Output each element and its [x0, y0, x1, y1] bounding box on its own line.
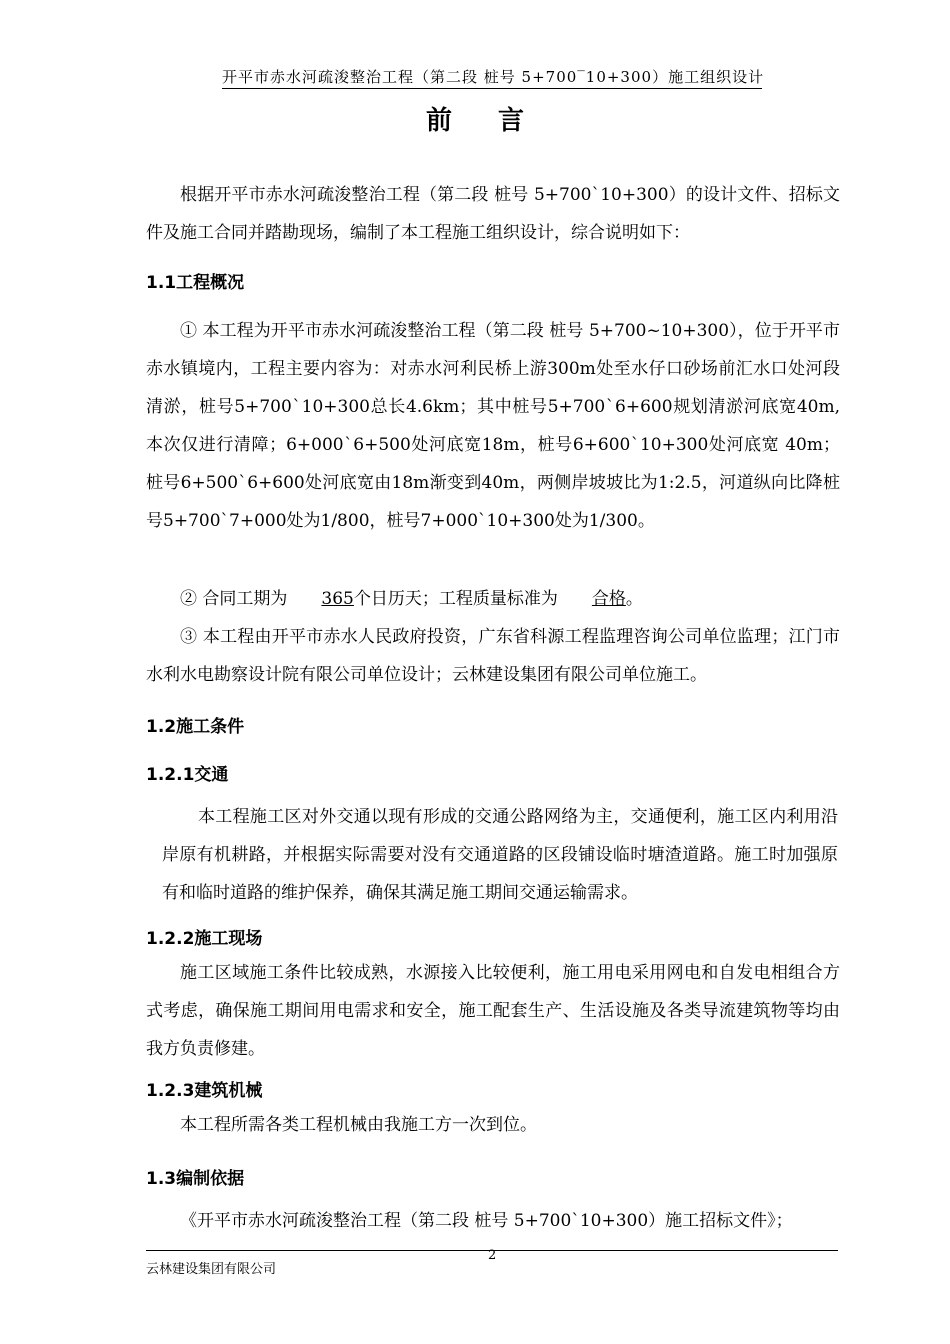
quality-standard-label: 个日历天；工程质量标准为: [353, 589, 558, 609]
intro-paragraph: 根据开平市赤水河疏浚整治工程（第二段 桩号 5+700ˋ10+300）的设计文件、招标文件及施工合同并踏勘现场，编制了本工程施工组织设计，综合说明如下：: [146, 185, 840, 243]
basis-paragraph: 《开平市赤水河疏浚整治工程（第二段 桩号 5+700ˋ10+300）施工招标文件》；: [180, 1211, 793, 1231]
quality-standard-value: 合格: [591, 589, 626, 609]
subsection-heading-machinery: 1.2.3建筑机械: [146, 1081, 263, 1101]
page-number: 2: [488, 1248, 497, 1263]
footer-company: 云林建设集团有限公司: [146, 1262, 277, 1277]
subsection-heading-site: 1.2.2施工现场: [146, 929, 263, 949]
subsection-heading-traffic: 1.2.1交通: [146, 765, 229, 785]
overview-paragraph-3: ③ 本工程由开平市赤水人民政府投资，广东省科源工程监理咨询公司单位监理；江门市水利水电勘察设计院有限公司单位设计；云林建设集团有限公司单位施工。: [146, 627, 840, 685]
overview-paragraph-2: [146, 580, 840, 618]
section-heading-1-2: 1.2施工条件: [146, 717, 245, 737]
contract-days-value: 365: [321, 589, 354, 609]
section-heading-1-3: 1.3编制依据: [146, 1169, 245, 1189]
contract-period-label: ② 合同工期为: [180, 589, 288, 609]
running-header: 开平市赤水河疏浚整治工程（第二段 桩号 5+700‾10+300）施工组织设计: [222, 68, 762, 89]
overview-paragraph-1: ① 本工程为开平市赤水河疏浚整治工程（第二段 桩号 5+700~10+300），位于开平市赤水镇境内，工程主要内容为：对赤水河利民桥上游300m处至水仔口砂场前汇水口处河段清淤，桩号5+700ˋ10+300总长4.6km；其中桩号5+700ˋ6+600规划清淤河底宽40m,本次仅进行清障；6+000ˋ6+500处河底宽18m，桩号6+600ˋ10+300处河底宽 40m；桩号6+500ˋ6+600处河底宽由18m渐变到40m，两侧岸坡坡比为1:2.5，河道纵向比降桩号5+700ˋ7+000处为1/800，桩号7+000ˋ10+300处为1/300。: [146, 321, 840, 531]
page-title: 前言: [425, 106, 570, 136]
paragraph-end-mark: 。: [625, 589, 643, 609]
machinery-paragraph: 本工程所需各类工程机械由我施工方一次到位。: [180, 1115, 537, 1135]
site-paragraph: 施工区域施工条件比较成熟，水源接入比较便利，施工用电采用网电和自发电相组合方式考虑，确保施工期间用电需求和安全，施工配套生产、生活设施及各类导流建筑物等均由我方负责修建。: [146, 963, 840, 1059]
traffic-paragraph: 本工程施工区对外交通以现有形成的交通公路网络为主，交通便利，施工区内利用沿岸原有机耕路，并根据实际需要对没有交通道路的区段铺设临时塘渣道路。施工时加强原有和临时道路的维护保养，确保其满足施工期间交通运输需求。: [162, 807, 838, 903]
section-heading-1-1: 1.1工程概况: [146, 273, 245, 293]
